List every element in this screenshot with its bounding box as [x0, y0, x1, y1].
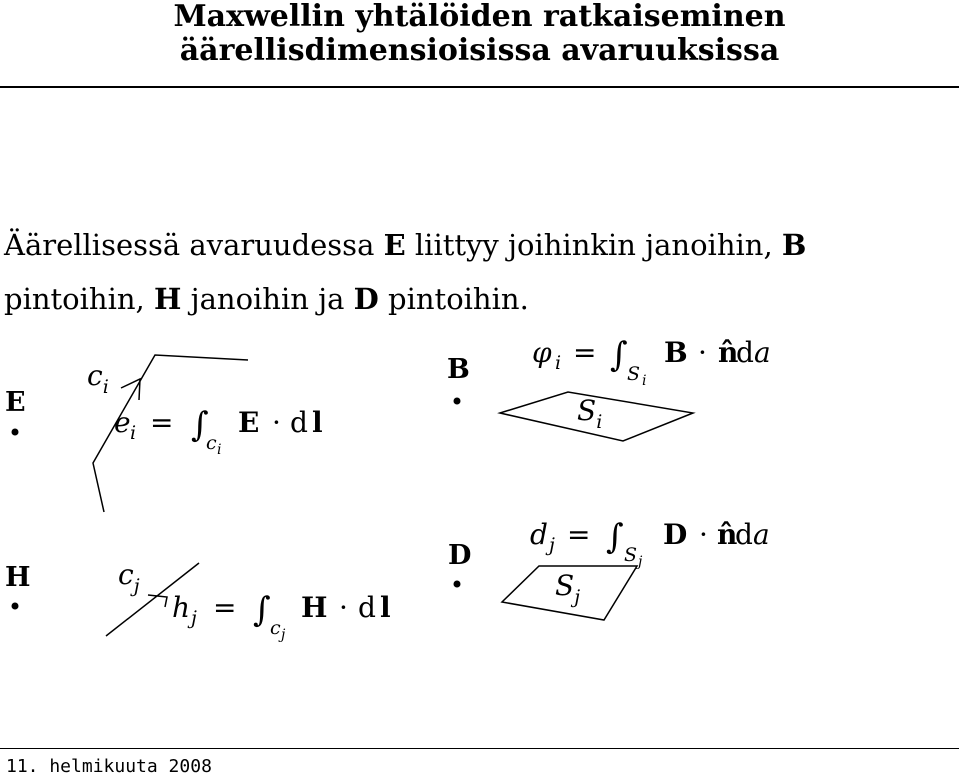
para-E: E: [383, 228, 406, 262]
e-formula: [114, 405, 323, 458]
svg-text:·: ·: [339, 591, 348, 624]
svg-text:i: i: [555, 352, 562, 374]
svg-text:∫: ∫: [191, 405, 209, 445]
svg-text:∫: ∫: [610, 335, 628, 375]
svg-text:d: d: [290, 406, 308, 439]
svg-text:B: B: [664, 336, 688, 369]
d-formula: [530, 517, 770, 570]
svg-text:n̂: n̂: [718, 336, 739, 369]
curve-j-label: $c_j$: [118, 558, 140, 597]
svg-text:e: e: [114, 406, 131, 439]
svg-text:φ: φ: [532, 336, 552, 369]
d-field-label: D: [448, 540, 472, 571]
d-point: [454, 581, 461, 588]
curve-i-label: $c_i$: [87, 359, 109, 398]
h-field-label: H: [5, 562, 31, 593]
svg-text:=: =: [567, 518, 591, 551]
svg-text:j: j: [638, 554, 643, 570]
svg-text:d: d: [735, 518, 753, 551]
svg-text:d: d: [530, 518, 548, 551]
svg-text:·: ·: [272, 406, 281, 439]
h-formula: [172, 590, 391, 643]
svg-text:j: j: [281, 627, 286, 643]
svg-text:=: =: [573, 336, 597, 369]
svg-text:d: d: [736, 336, 754, 369]
svg-text:h: h: [172, 591, 191, 624]
svg-text:c: c: [270, 617, 281, 639]
footer-date: 11. helmikuuta 2008: [6, 756, 212, 777]
svg-text:i: i: [130, 422, 137, 444]
svg-text:c: c: [206, 432, 217, 454]
surface-i-label: $S_i$: [577, 394, 603, 433]
e-point: [12, 429, 19, 436]
para-H: H: [153, 282, 182, 316]
para-text-3: pintoihin,: [4, 282, 154, 316]
para-text-5: pintoihin.: [378, 282, 529, 316]
h-point: [12, 603, 19, 610]
title-line-1: Maxwellin yhtälöiden ratkaiseminen: [173, 0, 786, 34]
para-B: B: [781, 228, 807, 262]
svg-text:i: i: [642, 373, 647, 389]
para-text-4: janoihin ja: [181, 282, 354, 316]
svg-text:S: S: [627, 363, 641, 385]
b-point: [454, 398, 461, 405]
svg-text:·: ·: [699, 518, 708, 551]
svg-text:H: H: [301, 591, 328, 624]
svg-text:j: j: [549, 534, 555, 556]
svg-text:a: a: [754, 336, 771, 369]
e-field-label: E: [5, 387, 26, 418]
footer-rule: [0, 748, 959, 749]
svg-text:S: S: [624, 544, 638, 566]
svg-text:=: =: [213, 591, 237, 624]
para-text-1: Äärellisessä avaruudessa: [4, 228, 384, 262]
para-D: D: [353, 282, 379, 316]
surface-j-label: $S_j$: [555, 569, 581, 608]
phi-formula: [532, 335, 771, 389]
svg-text:d: d: [358, 591, 376, 624]
svg-text:∫: ∫: [606, 517, 624, 557]
svg-text:l: l: [380, 591, 391, 624]
svg-text:=: =: [150, 406, 174, 439]
svg-text:n̂: n̂: [717, 518, 738, 551]
b-field-label: B: [447, 354, 470, 385]
svg-text:l: l: [312, 406, 323, 439]
title-line-2: äärellisdimensioisissa avaruuksissa: [179, 33, 780, 68]
svg-text:j: j: [191, 607, 197, 629]
svg-text:·: ·: [698, 336, 707, 369]
svg-text:D: D: [663, 518, 688, 551]
svg-text:i: i: [217, 442, 222, 458]
svg-text:a: a: [753, 518, 770, 551]
svg-text:∫: ∫: [253, 590, 271, 630]
para-text-2: liittyy joihinkin janoihin,: [405, 228, 782, 262]
svg-text:E: E: [238, 406, 260, 439]
